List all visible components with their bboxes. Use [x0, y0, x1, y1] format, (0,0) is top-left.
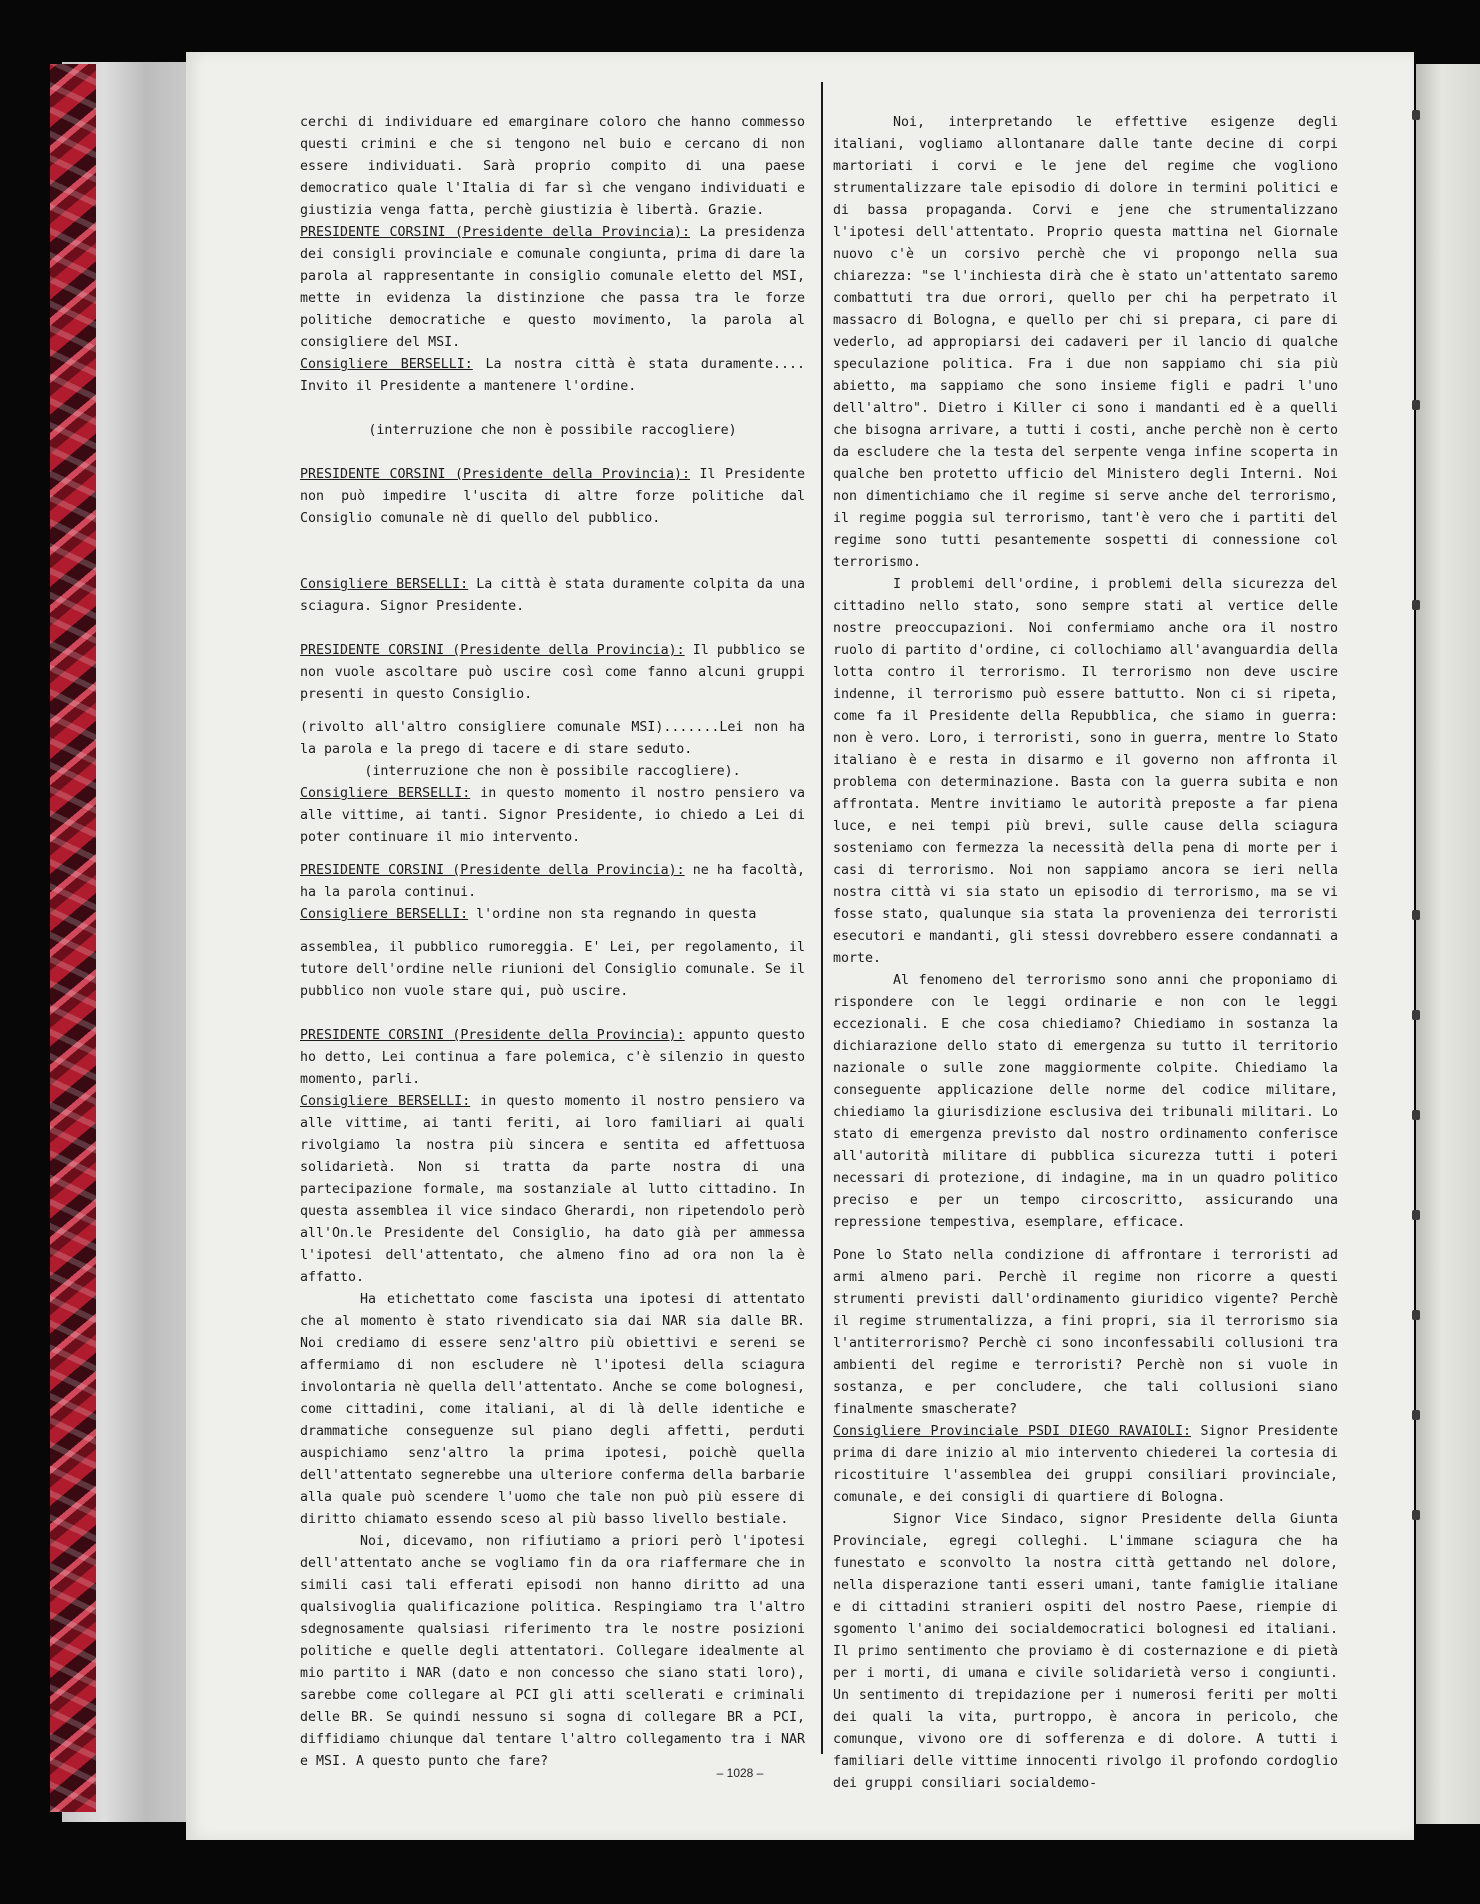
speaker-label: Consigliere BERSELLI:	[300, 1094, 471, 1109]
speech-text: La città è stata duramente colpita da una sciagura. Signor Presidente.	[300, 577, 805, 614]
paragraph-gap	[300, 706, 805, 717]
column-divider	[821, 82, 823, 1754]
speech-paragraph	[300, 640, 805, 706]
paragraph-gap	[833, 1234, 1338, 1245]
speech-paragraph	[300, 860, 805, 904]
spine-marble	[50, 64, 96, 1812]
body-paragraph: assemblea, il pubblico rumoreggia. E' Lei, per regolamento, il tutore dell'ordine nelle riunioni del Consiglio comunale. Se il pubblico non vuole stare qui, può uscire.	[300, 940, 805, 999]
body-paragraph: cerchi di individuare ed emarginare coloro che hanno commesso questi crimini e che si tengono nel buio e cercano di non essere individuati. Sarà proprio compito di una paese democratico quale l'Italia di far sì che vengano individuati e giustizia venga fatta, perchè giustizia è libertà. Grazie.	[300, 115, 805, 218]
speaker-label: PRESIDENTE CORSINI (Presidente della Provincia):	[300, 225, 691, 240]
page-tab-marker	[1412, 1510, 1420, 1520]
page-tab-marker	[1412, 1410, 1420, 1420]
page-tab-marker	[1412, 1110, 1420, 1120]
paragraph-gap	[300, 442, 805, 464]
paragraph-gap	[300, 926, 805, 937]
speaker-label: PRESIDENTE CORSINI (Presidente della Provincia):	[300, 1028, 685, 1043]
speaker-label: Consigliere BERSELLI:	[300, 907, 469, 922]
speech-text: ne ha facoltà, ha la parola continui.	[300, 863, 806, 900]
speaker-label: PRESIDENTE CORSINI (Presidente della Provincia):	[300, 863, 685, 878]
page-tab-marker	[1412, 1210, 1420, 1220]
paragraph-gap	[300, 1003, 805, 1025]
speech-paragraph	[300, 904, 805, 926]
paragraph-gap	[300, 552, 805, 574]
page-tab-marker	[1412, 400, 1420, 410]
left-column	[300, 112, 805, 1773]
body-paragraph: Signor Vice Sindaco, signor Presidente della Giunta Provinciale, egregi colleghi. L'immane sciagura che ha funestato e sconvolto la nostra città gettando nel dolore, nella disperazione tanti esseri umani, tante famiglie italiane e di cittadini stranieri ospiti del nostro Paese, riempie di sgomento l'animo dei socialdemocratici bolognesi ed italiani. Il primo sentimento che proviamo è di costernazione e di pietà per i morti, di umana e civile solidarietà verso i congiunti. Un sentimento di trepidazione per i numerosi feriti per molti dei quali la vita, purtroppo, è ancora in pericolo, che comunque, vivono ore di sofferenza e di dolore. A tutti i familiari delle vittime innocenti rivolgo il profondo cordoglio dei gruppi consiliari socialdemo-	[833, 1512, 1338, 1791]
speech-paragraph	[300, 574, 805, 618]
speech-text: appunto questo ho detto, Lei continua a fare polemica, c'è silenzio in questo momento, parli.	[300, 1028, 805, 1087]
speaker-label: PRESIDENTE CORSINI (Presidente della Provincia):	[300, 467, 691, 482]
page-tab-marker	[1412, 1010, 1420, 1020]
speaker-label: Consigliere BERSELLI:	[300, 357, 473, 372]
next-page-edge	[1416, 64, 1480, 1824]
speech-text: Signor Presidente prima di dare inizio al mio intervento chiederei la cortesia di ricostituire l'assemblea dei gruppi consiliari provinciale, comunale, e dei consigli di quartiere di Bologna.	[833, 1424, 1338, 1505]
speaker-label: PRESIDENTE CORSINI (Presidente della Provincia):	[300, 643, 685, 658]
speech-paragraph	[300, 354, 805, 398]
speech-text: in questo momento il nostro pensiero va alle vittime, ai tanti. Signor Presidente, io chiedo a Lei di poter continuare il mio intervento.	[300, 786, 805, 845]
stage-note: (interruzione che non è possibile raccogliere).	[364, 764, 741, 779]
body-paragraph: I problemi dell'ordine, i problemi della sicurezza del cittadino nello stato, sono sempre stati al vertice delle nostre preoccupazioni. Noi confermiamo anche ora il nostro ruolo di partito d'ordine, ci collochiamo all'avanguardia della lotta contro il terrorismo. Il terrorismo non deve uscire indenne, il terrorismo può essere battutto. Non ci si ripeta, come fa il Presidente della Repubblica, che siamo in guerra: non è vero. Loro, i terroristi, sono in guerra, mentre lo Stato italiano è e resta in disarmo e il governo non affronta il problema con determinazione. Basta con la guerra subita e non affrontata. Mentre invitiamo le autorità preposte a far piena luce, e nei tempi più brevi, sulle cause della sciagura sosteniamo con fermezza la necessità della pena di morte per i casi di terrorismo. Noi non sappiamo ancora se ieri nella nostra città vi sia stato un episodio di terrorismo, ma se vi fosse stato, qualunque sia stata la provenienza dei terroristi esecutori e mandanti, gli stessi dovrebbero essere condannati a morte.	[833, 577, 1338, 966]
paragraph-gap	[300, 398, 805, 420]
speech-paragraph	[300, 783, 805, 849]
body-paragraph: Ha etichettato come fascista una ipotesi di attentato che al momento è stato rivendicato sia dai NAR sia dalle BR. Noi crediamo di essere senz'altro più obiettivi e sereni se affermiamo di non escludere nè l'ipotesi della sciagura involontaria nè quella dell'attentato. Anche se come bolognesi, come cittadini, come italiani, al di là delle identiche e drammatiche conseguenze sul piano degli affetti, perduti auspichiamo senz'altro la prima ipotesi, poichè quella dell'attentato segnerebbe una ulteriore conferma della barbarie alla quale può scendere l'uomo che tale non può più essere di diritto chiamato essendo sceso al più basso livello bestiale.	[300, 1292, 805, 1527]
speech-paragraph	[300, 1025, 805, 1091]
body-paragraph: (rivolto all'altro consigliere comunale MSI).......Lei non ha la parola e la prego di tacere e di stare seduto.	[300, 720, 805, 757]
page-number: – 1028 –	[716, 1766, 764, 1780]
page-tab-marker	[1412, 1310, 1420, 1320]
paragraph-gap	[300, 530, 805, 552]
page-tab-marker	[1412, 110, 1420, 120]
speech-text: in questo momento il nostro pensiero va alle vittime, ai tanti feriti, ai loro familiari ai quali rivolgiamo la nostra più sincera e sentita ed affettuosa solidarietà. Non si tratta da parte nostra di una partecipazione formale, ma sostanziale al lutto cittadino. In questa assemblea il vice sindaco Gherardi, non ripetendolo però all'On.le Presidente del Consiglio, ha dato già per ammessa l'ipotesi dell'attentato, che almeno fino ad ora non la è affatto.	[300, 1094, 805, 1285]
right-column	[833, 112, 1338, 1795]
speech-text: La nostra città è stata duramente.... Invito il Presidente a mantenere l'ordine.	[300, 357, 805, 394]
speech-text: Il pubblico se non vuole ascoltare può uscire così come fanno alcuni gruppi presenti in questo Consiglio.	[300, 643, 806, 702]
speech-text: Il Presidente non può impedire l'uscita di altre forze politiche dal Consiglio comunale nè di quello del pubblico.	[300, 467, 805, 526]
speech-paragraph	[300, 464, 805, 530]
page-tab-marker	[1412, 910, 1420, 920]
page-tab-marker	[1412, 600, 1420, 610]
body-paragraph: Al fenomeno del terrorismo sono anni che proponiamo di rispondere con le leggi ordinarie e non con le leggi eccezionali. E che cosa chiediamo? Chiediamo in sostanza la dichiarazione dello stato di emergenza su tutto il territorio nazionale o sulle zone maggiormente colpite. Chiediamo la conseguente applicazione delle norme del codice militare, chiediamo la giurisdizione esclusiva dei tribunali militari. Lo stato di emergenza previsto dal nostro ordinamento conferisce all'autorità militare di pubblica sicurezza tutti i poteri necessari di protezione, di indagine, ma in un quadro politico preciso e per un tempo circoscritto, assicurando una repressione tempestiva, esemplare, efficace.	[833, 973, 1338, 1230]
speaker-label: Consigliere BERSELLI:	[300, 577, 469, 592]
paragraph-gap	[300, 618, 805, 640]
body-paragraph: Noi, interpretando le effettive esigenze degli italiani, vogliamo allontanare dalle tante decine di corpi martoriati i corvi e le jene del regime che vogliono strumentalizzare tale episodio di dolore in termini politici e di bassa propaganda. Corvi e jene che strumentalizzano l'ipotesi dell'attentato. Proprio questa mattina nel Giornale nuovo c'è un corsivo perchè che vi propongo nella sua chiarezza: "se l'inchiesta dirà che è stato un'attentato saremo combattuti tra due orrori, quello per chi ha perpetrato il massacro di Bologna, e quello per chi si prepara, ci pare di vederlo, ad appropiarsi dei cadaveri per il lancio di qualche speculazione politica. Fra i due non sappiamo chi sia più abietto, ma sappiamo che sono insieme figli e padri l'uno dell'altro". Dietro i Killer ci sono i mandanti ed è a quelli che bisogna arrivare, a tutti i costi, anche perchè non è certo da escludere che la testa del serpente venga infine scoperta in qualche ben protetto ufficio del Ministero degli Interni. Noi non dimentichiamo che il regime si serve anche del terrorismo, il regime poggia sul terrorismo, tant'è vero che i partiti del regime sono tutti pesantemente sospetti di connessione col terrorismo.	[833, 115, 1338, 570]
speaker-label: Consigliere Provinciale PSDI DIEGO RAVAIOLI:	[833, 1424, 1191, 1439]
stage-note: (interruzione che non è possibile raccogliere)	[368, 423, 737, 438]
speech-paragraph	[300, 222, 805, 354]
speech-text: l'ordine non sta regnando in questa	[476, 907, 757, 922]
speech-text: La presidenza dei consigli provinciale e comunale congiunta, prima di dare la parola al rappresentante in consiglio comunale eletto del MSI, mette in evidenza la distinzione che passa tra le forze politiche democratiche e questo movimento, la parola al consigliere del MSI.	[300, 225, 805, 350]
body-paragraph: Pone lo Stato nella condizione di affrontare i terroristi ad armi almeno pari. Perchè il regime non ricorre a questi strumenti previsti dall'ordinamento giuridico vigente? Perchè il regime strumentalizza, a fini propri, sia il terrorismo sia l'antiterrorismo? Perchè ci sono inconfessabili collusioni tra ambienti del regime e terroristi? Perchè non si vuole in sostanza, e per concludere, che tali collusioni siano finalmente smascherate?	[833, 1248, 1338, 1417]
speech-paragraph	[300, 1091, 805, 1289]
speech-paragraph	[833, 1421, 1338, 1509]
paragraph-gap	[300, 849, 805, 860]
speaker-label: Consigliere BERSELLI:	[300, 786, 471, 801]
body-paragraph: Noi, dicevamo, non rifiutiamo a priori però l'ipotesi dell'attentato anche se vogliamo fin da ora riaffermare che in simili casi tali efferati episodi non hanno diritto ad una qualsivoglia qualificazione politica. Respingiamo tra l'altro sdegnosamente qualsiasi riferimento tra le nostre posizioni politiche e quelle degli attentatori. Collegare idealmente al mio partito i NAR (dato e non concesso che siano stati loro), sarebbe come collegare al PCI gli atti scellerati e criminali delle BR. Se quindi nessuno si sogna di collegare BR a PCI, diffidiamo chiunque dal tentare l'altro collegamento tra i NAR e MSI. A questo punto che fare?	[300, 1534, 805, 1769]
